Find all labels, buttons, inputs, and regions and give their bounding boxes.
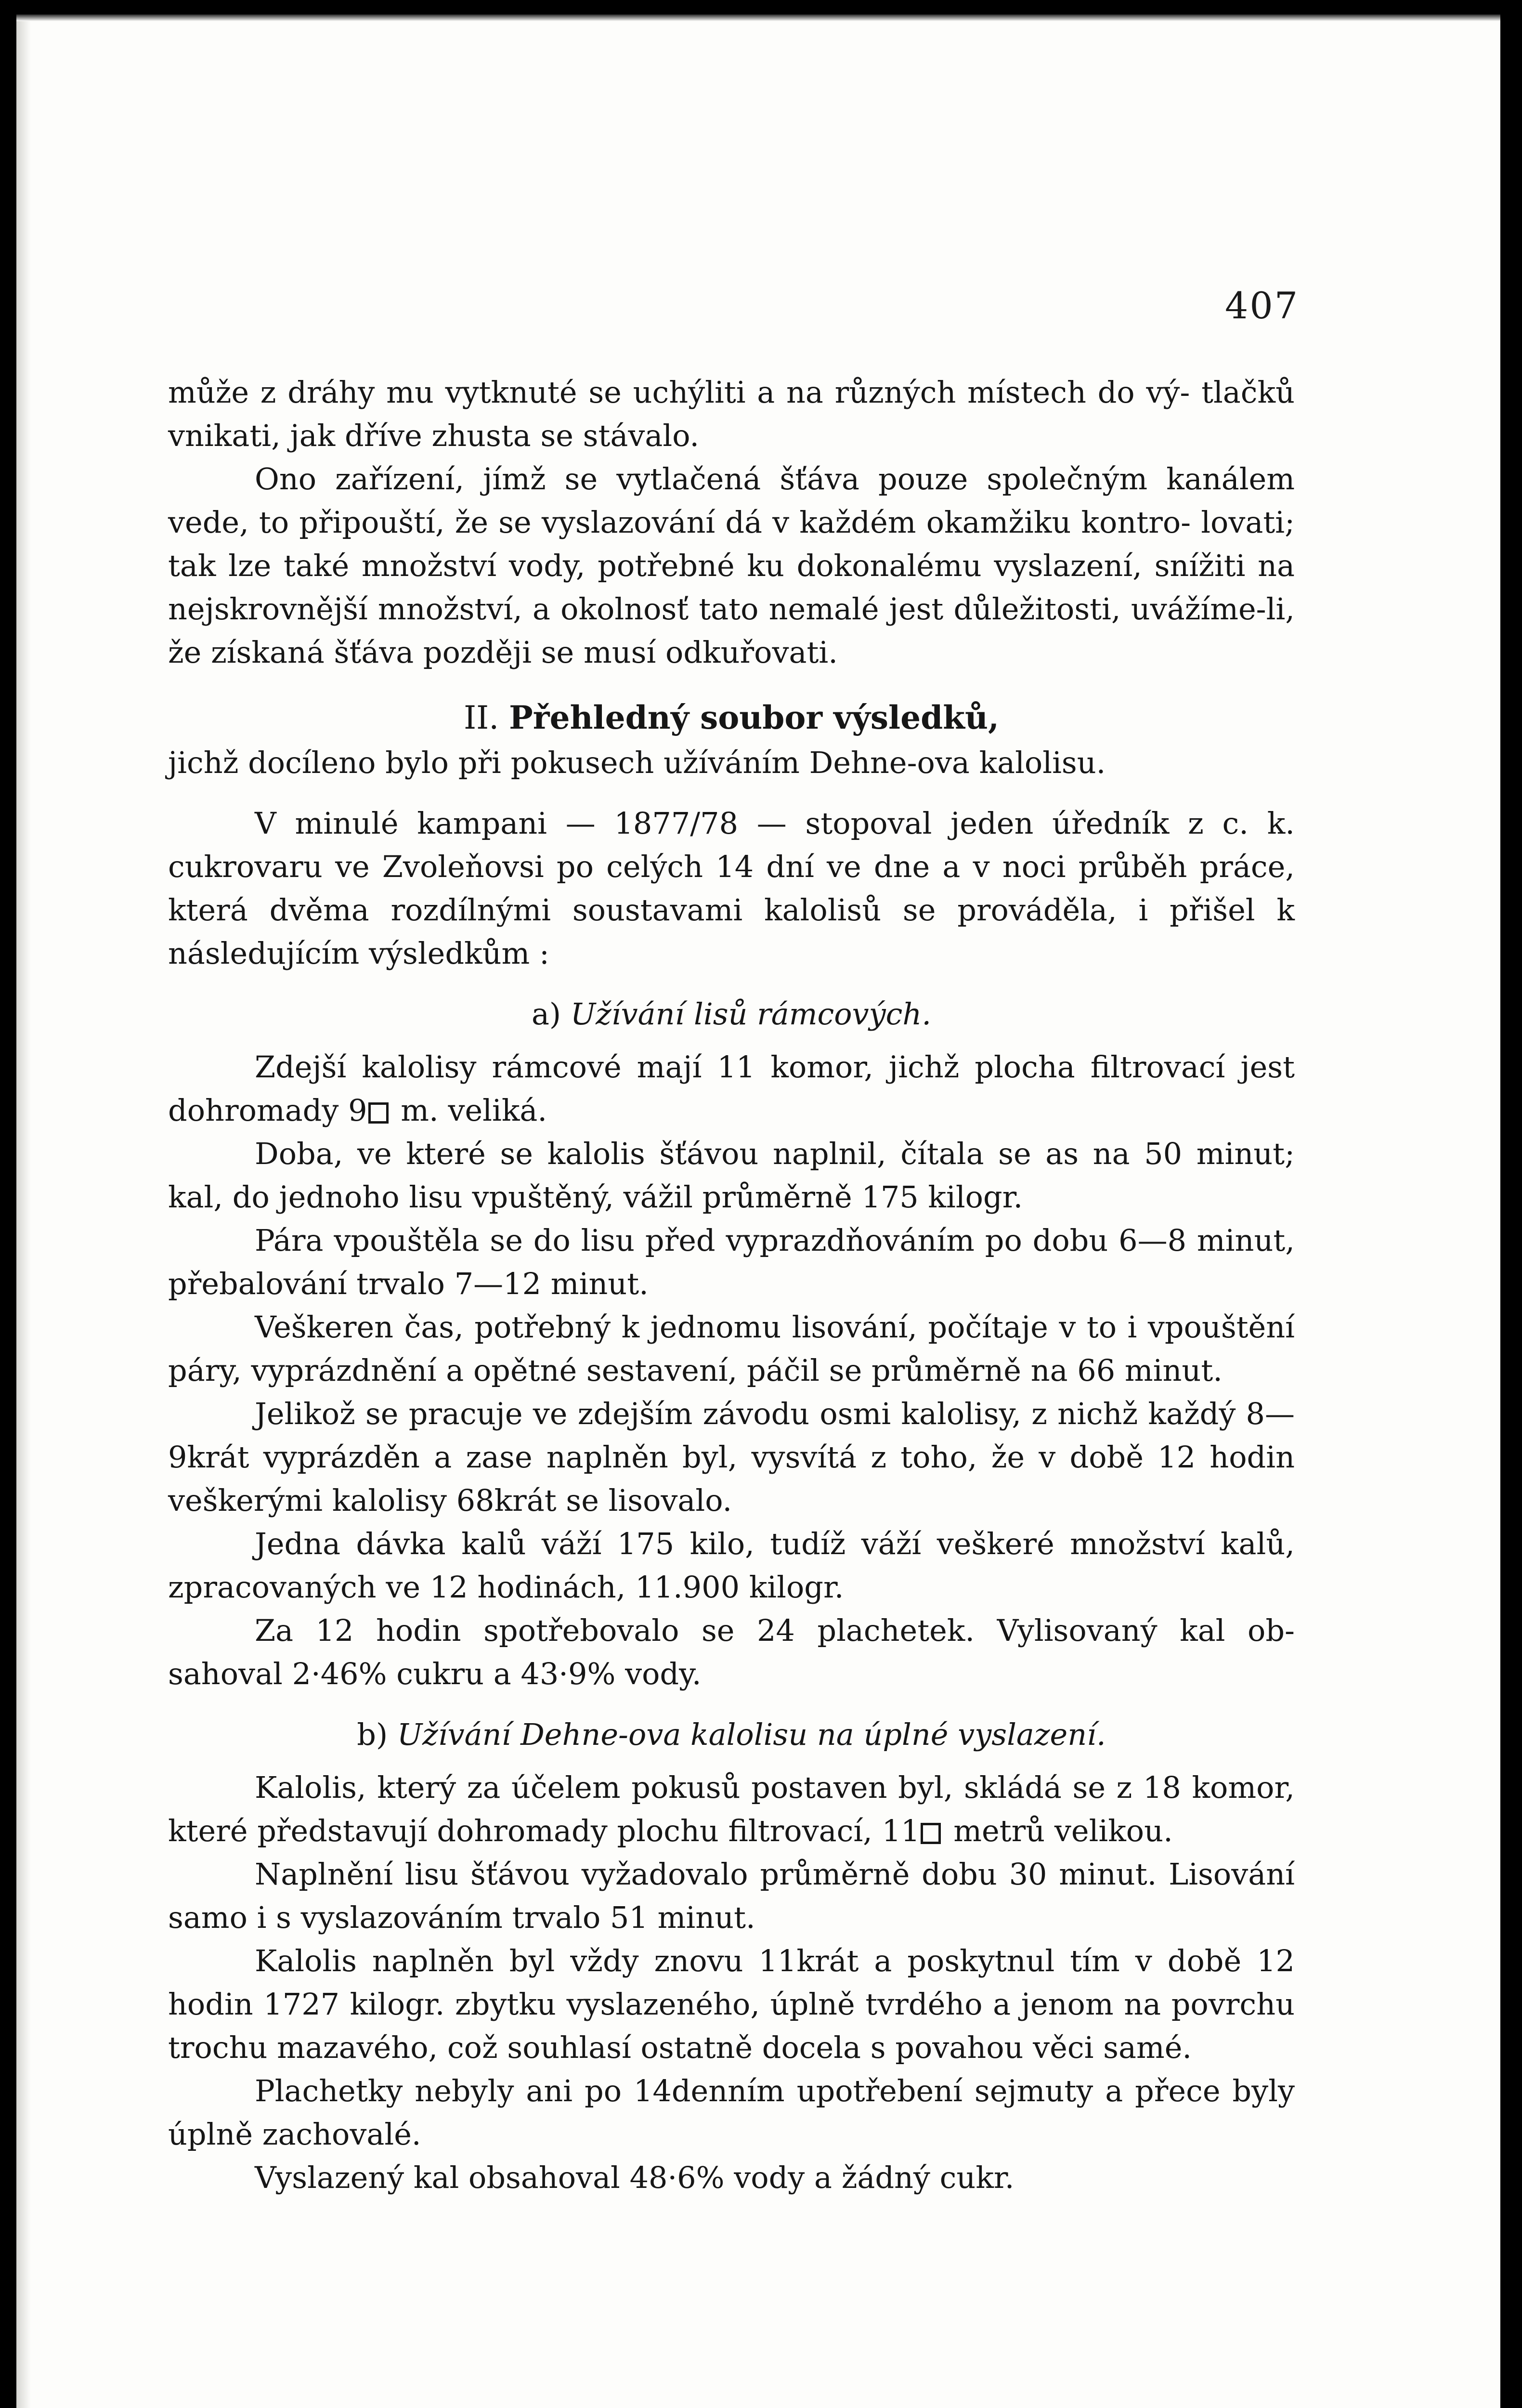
- paragraph-a-chambers: [168, 1046, 1295, 1132]
- square-symbol-icon: [921, 1823, 941, 1844]
- section-title: Přehledný soubor výsledků,: [509, 699, 999, 736]
- page-edge-shadow: [16, 14, 31, 2408]
- paragraph-intro: V minulé kampani — 1877/78 — stopoval jeden úředník z c. k. cukrovaru ve Zvoleňovsi po celých 14 dní ve dne a v noci průběh práce, která dvěma rozdílnými soustavami kalolisů se prováděla, i přišel k následujícím výsledkům :: [168, 806, 1295, 971]
- paragraph-a-chambers-text: Zdejší kalolisy rámcové mají 11 komor, jichž plocha filtrovací jest dohromady 9: [168, 1049, 1295, 1128]
- subsection-a-heading: [168, 993, 1295, 1036]
- subsection-a-label: a): [531, 996, 561, 1032]
- paragraph-b-chambers-text: Kalolis, který za účelem pokusů postaven byl, skládá se z 18 komor, které představují dohromady plochu filtrovací, 11: [168, 1770, 1295, 1848]
- subsection-b-heading: [168, 1713, 1295, 1756]
- paragraph-b-result: Vyslazený kal obsahoval 48·6% vody a žádný cukr.: [255, 2160, 1015, 2195]
- paragraph-a-total-time: Veškeren čas, potřebný k jednomu lisování, počítaje v to i vpouštění páry, vyprázdnění a opětné sestavení, páčil se průměrně na 66 minut.: [168, 1309, 1295, 1388]
- body-text: [168, 371, 1295, 2199]
- paragraph-b-fill-time: Naplnění lisu šťávou vyžadovalo průměrně dobu 30 minut. Lisování samo i s vyslazováním trvalo 51 minut.: [168, 1857, 1295, 1935]
- paragraph-a-cloths: Za 12 hodin spotřebovalo se 24 plachetek. Vylisovaný kal ob- sahoval 2·46% cukru a 43·9% vody.: [168, 1613, 1295, 1691]
- paragraph-b-chambers-unit: metrů velikou.: [944, 1813, 1173, 1848]
- section-heading: [168, 694, 1295, 741]
- paragraph-b-refills: Kalolis naplněn byl vždy znovu 11krát a poskytnul tím v době 12 hodin 1727 kilogr. zbytku vyslazeného, úplně tvrdého a jenom na povrchu trochu mazavého, což souhlasí ostatně docela s povahou věci samé.: [168, 1943, 1295, 2065]
- paragraph-a-eight-presses: Jelikož se pracuje ve zdejším závodu osmi kalolisy, z nichž každý 8—9krát vyprázděn a zase naplněn byl, vysvítá z toho, že v době 12 hodin veškerými kalolisy 68krát se lisovalo.: [168, 1396, 1295, 1518]
- section-subtitle: jichž docíleno bylo při pokusech užíváním Dehne-ova kalolisu.: [168, 745, 1106, 780]
- square-symbol-icon: [368, 1102, 389, 1124]
- page-number: 407: [1225, 284, 1300, 327]
- paragraph-a-steam: Pára vpouštěla se do lisu před vyprazdňováním po dobu 6—8 minut, přebalování trvalo 7—12 minut.: [168, 1223, 1295, 1301]
- paragraph-b-chambers: [168, 1766, 1295, 1853]
- paragraph-a-fill-time: Doba, ve které se kalolis šťávou naplnil, čítala se as na 50 minut; kal, do jednoho lisu vpuštěný, vážil průměrně 175 kilogr.: [168, 1136, 1295, 1215]
- section-number: II.: [464, 699, 499, 736]
- paragraph-device-description: Ono zařízení, jímž se vytlačená šťáva pouze společným kanálem vede, to připouští, že se vyslazování dá v každém okamžiku kontro- lovati; tak lze také množství vody, potřebné ku dokonalému vyslazení, snížiti na nejskrovnější množství, a okolnosť tato nemalé jest důležitosti, uvážíme-li, že získaná šťáva později se musí odkuřovati.: [168, 461, 1295, 670]
- subsection-a-title: Užívání lisů rámcových.: [570, 996, 932, 1032]
- paragraph-b-cloths: Plachetky nebyly ani po 14denním upotřebení sejmuty a přece byly úplně zachovalé.: [168, 2073, 1295, 2152]
- paragraph-a-chambers-unit: m. veliká.: [391, 1093, 547, 1128]
- paragraph-a-batch-weight: Jedna dávka kalů váží 175 kilo, tudíž váží veškeré množství kalů, zpracovaných ve 12 hodinách, 11.900 kilogr.: [168, 1526, 1295, 1605]
- page-top-edge: [16, 14, 1500, 21]
- paragraph-continuation: může z dráhy mu vytknuté se uchýliti a na různých místech do vý- tlačků vnikati, jak dříve zhusta se stávalo.: [168, 375, 1295, 453]
- subsection-b-label: b): [357, 1717, 388, 1752]
- book-page: [16, 14, 1500, 2408]
- subsection-b-title: Užívání Dehne-ova kalolisu na úplné vyslazení.: [397, 1717, 1106, 1752]
